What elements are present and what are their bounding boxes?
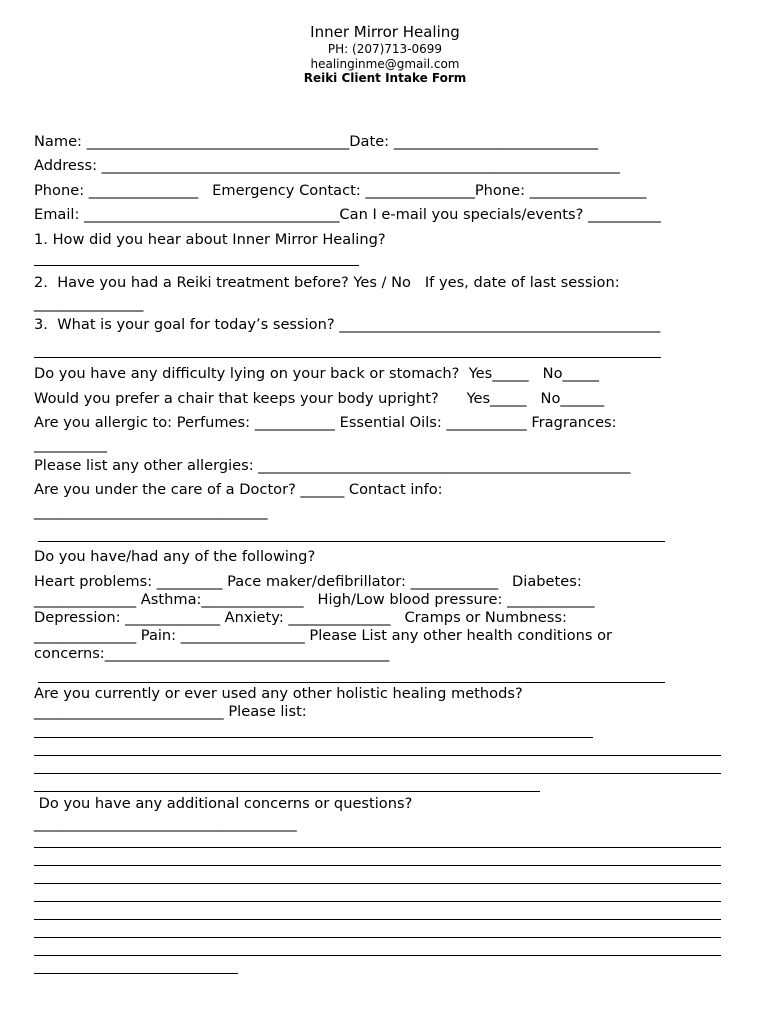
concerns-blank-1[interactable] xyxy=(34,847,721,848)
org-name: Inner Mirror Healing xyxy=(310,23,460,41)
concerns-blank-8[interactable] xyxy=(34,973,238,974)
question-2[interactable]: 2. Have you had a Reiki treatment before? Yes / No If yes, date of last session: xyxy=(34,274,620,291)
holistic-list-line[interactable]: __________________________ Please list: xyxy=(34,703,307,720)
holistic-blank-3[interactable] xyxy=(34,773,721,774)
chair-preference-line[interactable]: Would you prefer a chair that keeps your body upright? Yes_____ No______ xyxy=(34,390,605,407)
org-email: healinginme@gmail.com xyxy=(310,57,460,71)
concerns-blank-2[interactable] xyxy=(34,865,721,866)
concerns-blank-5[interactable] xyxy=(34,919,721,920)
lying-difficulty-line[interactable]: Do you have any difficulty lying on your back or stomach? Yes_____ No_____ xyxy=(34,365,599,382)
concerns-blank-6[interactable] xyxy=(34,937,721,938)
form-title: Reiki Client Intake Form xyxy=(303,71,467,85)
additional-concerns-question: Do you have any additional concerns or questions? xyxy=(34,795,413,812)
concerns-blank-7[interactable] xyxy=(34,955,721,956)
doctor-care-line[interactable]: Are you under the care of a Doctor? ______ Contact info: xyxy=(34,481,443,498)
holistic-question: Are you currently or ever used any other holistic healing methods? xyxy=(34,685,523,702)
question-1: 1. How did you hear about Inner Mirror Healing? xyxy=(34,231,386,248)
conditions-line-1[interactable]: Heart problems: _________ Pace maker/defibrillator: ____________ Diabetes: xyxy=(34,573,582,590)
other-allergies-line[interactable]: Please list any other allergies: ___________________________________________________ xyxy=(34,457,631,474)
last-session-blank[interactable]: _______________ xyxy=(34,295,144,312)
conditions-heading: Do you have/had any of the following? xyxy=(34,548,316,565)
concerns-blank-3[interactable] xyxy=(34,883,721,884)
conditions-extra-blank[interactable] xyxy=(38,682,665,683)
doctor-extra-blank[interactable] xyxy=(38,541,665,542)
holistic-blank-4[interactable] xyxy=(34,791,540,792)
holistic-blank-1[interactable] xyxy=(34,737,593,738)
email-specials-line[interactable]: Email: ___________________________________Can I e-mail you specials/events? __________ xyxy=(34,206,661,223)
conditions-line-3[interactable]: Depression: _____________ Anxiety: ______________ Cramps or Numbness: xyxy=(34,609,567,626)
name-date-line[interactable]: Name: ____________________________________Date: ____________________________ xyxy=(34,133,599,150)
holistic-blank-2[interactable] xyxy=(34,755,721,756)
concerns-blank-4[interactable] xyxy=(34,901,721,902)
conditions-line-4[interactable]: ______________ Pain: _________________ Please List any other health conditions or xyxy=(34,627,613,644)
goal-blank[interactable] xyxy=(34,357,661,358)
allergy-line[interactable]: Are you allergic to: Perfumes: ___________ Essential Oils: ___________ Fragrances: xyxy=(34,414,617,431)
phone-emergency-line[interactable]: Phone: _______________ Emergency Contact: _______________Phone: ________________ xyxy=(34,182,647,199)
fragrances-blank[interactable]: __________ xyxy=(34,436,107,453)
concerns-blank-first[interactable]: ____________________________________ xyxy=(34,815,297,832)
conditions-line-2[interactable]: ______________ Asthma:______________ High/Low blood pressure: ____________ xyxy=(34,591,595,608)
address-line[interactable]: Address: _______________________________________________________________________ xyxy=(34,157,620,174)
org-phone: PH: (207)713-0699 xyxy=(327,42,443,56)
answer-blank-1[interactable] xyxy=(34,265,359,266)
question-3[interactable]: 3. What is your goal for today’s session? ____________________________________________ xyxy=(34,316,661,333)
contact-info-blank[interactable]: ________________________________ xyxy=(34,503,268,520)
concerns-line[interactable]: concerns:_______________________________________ xyxy=(34,645,390,662)
